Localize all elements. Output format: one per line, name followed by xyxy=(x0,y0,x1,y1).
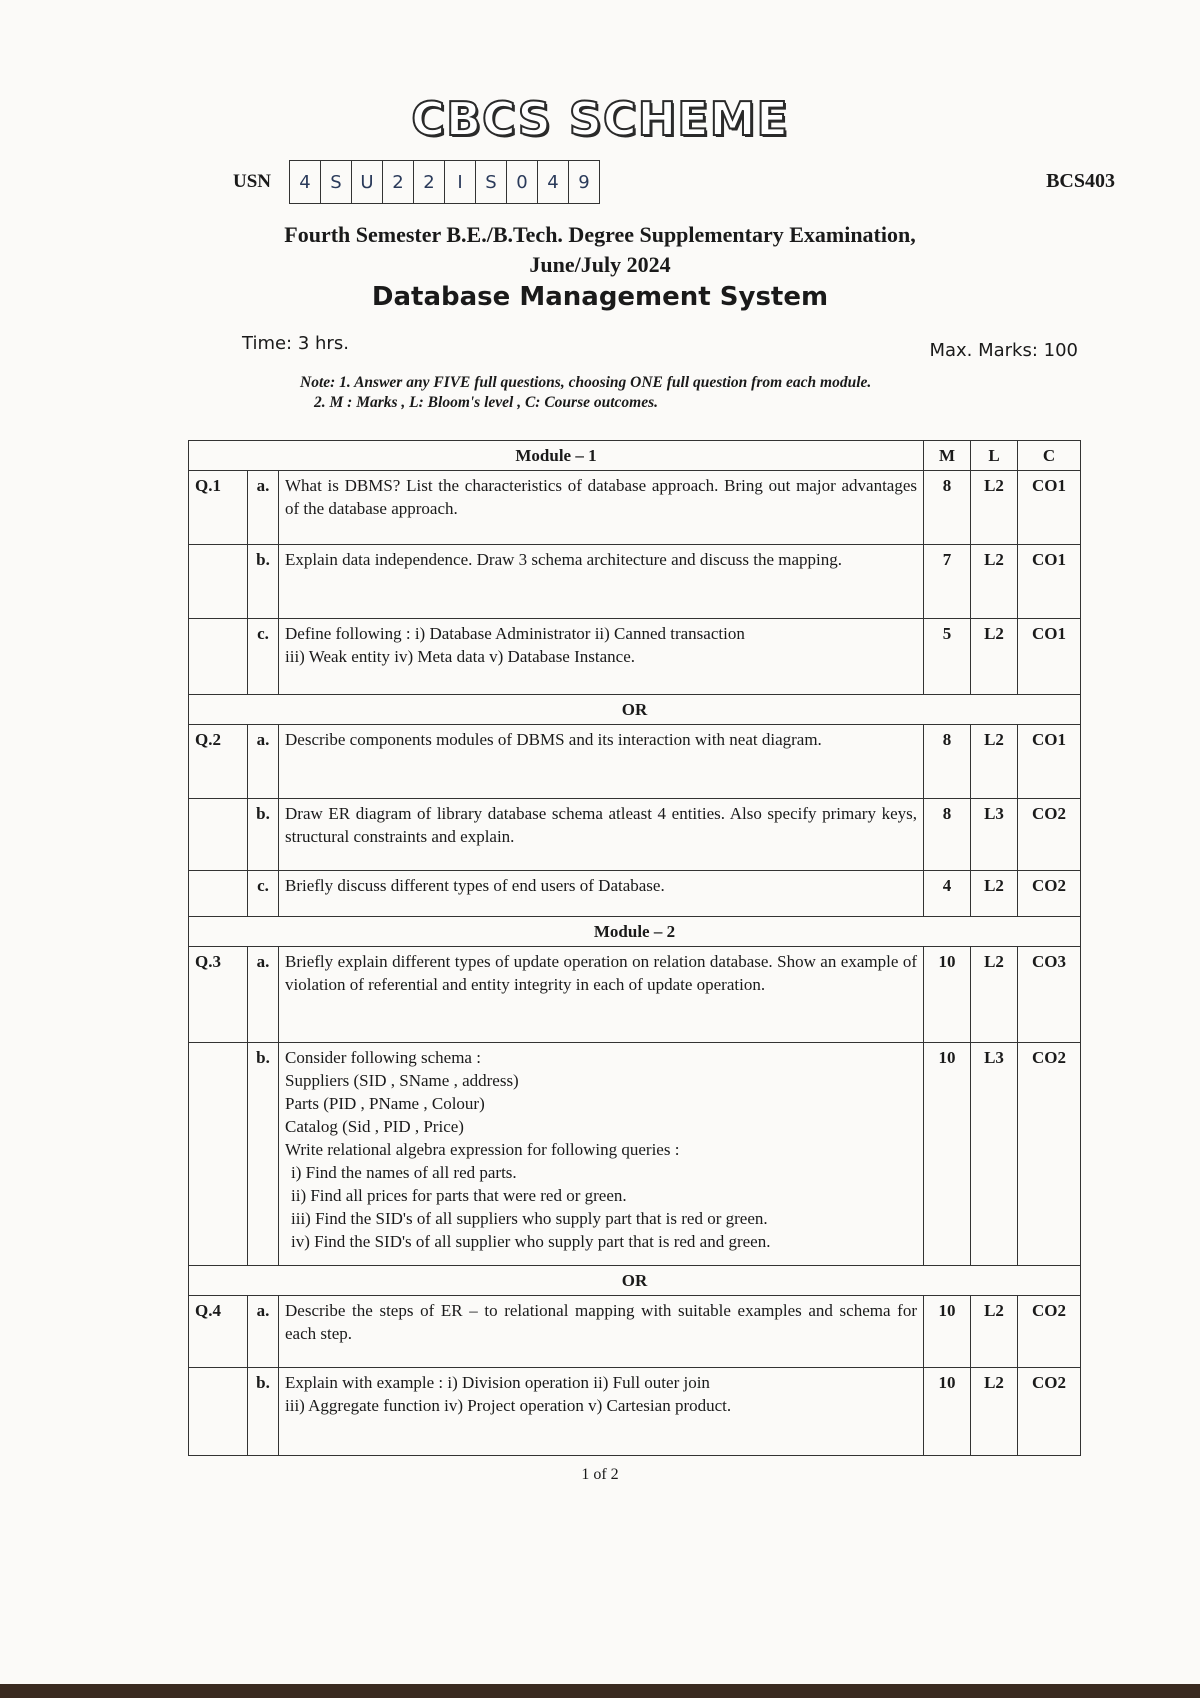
question-outcome: CO2 xyxy=(1018,1043,1081,1266)
question-text-line: iii) Weak entity iv) Meta data v) Database Instance. xyxy=(285,647,635,666)
question-part: a. xyxy=(248,471,279,545)
question-level: L2 xyxy=(971,471,1018,545)
query-item: iii) Find the SID's of all suppliers who supply part that is red or green. xyxy=(291,1209,768,1228)
col-level-heading: L xyxy=(971,441,1018,471)
subject-code: BCS403 xyxy=(1046,170,1115,192)
question-marks: 8 xyxy=(924,725,971,799)
query-item: iv) Find the SID's of all supplier who supply part that is red and green. xyxy=(291,1232,771,1251)
question-level: L2 xyxy=(971,545,1018,619)
usn-char: I xyxy=(445,161,476,203)
question-marks: 10 xyxy=(924,1368,971,1456)
question-outcome: CO1 xyxy=(1018,725,1081,799)
question-part: a. xyxy=(248,1296,279,1368)
usn-row xyxy=(233,160,600,204)
question-text: Briefly discuss different types of end users of Database. xyxy=(279,871,924,917)
schema-intro: Consider following schema : xyxy=(285,1048,481,1067)
question-part: b. xyxy=(248,545,279,619)
question-part: a. xyxy=(248,947,279,1043)
question-text: Describe components modules of DBMS and its interaction with neat diagram. xyxy=(279,725,924,799)
or-row xyxy=(189,1266,1081,1296)
usn-char: 4 xyxy=(538,161,569,203)
question-row xyxy=(189,725,1081,799)
or-row xyxy=(189,695,1081,725)
question-outcome: CO2 xyxy=(1018,1368,1081,1456)
question-outcome: CO3 xyxy=(1018,947,1081,1043)
question-row xyxy=(189,871,1081,917)
question-row xyxy=(189,1368,1081,1456)
question-number: Q.3 xyxy=(189,947,248,1043)
exam-title-line2: June/July 2024 xyxy=(529,252,671,277)
page-number: 1 of 2 xyxy=(581,1466,619,1483)
question-text xyxy=(279,619,924,695)
exam-title-line1: Fourth Semester B.E./B.Tech. Degree Supplementary Examination, xyxy=(284,222,916,247)
question-text-line: Explain with example : i) Division operation ii) Full outer join xyxy=(285,1373,710,1392)
question-part: b. xyxy=(248,1368,279,1456)
question-text xyxy=(279,1368,924,1456)
question-level: L2 xyxy=(971,725,1018,799)
module-2-heading: Module – 2 xyxy=(189,917,1081,947)
usn-label: USN xyxy=(233,171,272,192)
usn-boxes xyxy=(289,160,600,204)
question-part: c. xyxy=(248,871,279,917)
question-level: L3 xyxy=(971,799,1018,871)
question-outcome: CO1 xyxy=(1018,619,1081,695)
question-outcome: CO2 xyxy=(1018,799,1081,871)
query-item: ii) Find all prices for parts that were red or green. xyxy=(291,1186,627,1205)
exam-title xyxy=(0,220,1200,280)
note-line2: 2. M : Marks , L: Bloom's level , C: Course outcomes. xyxy=(314,394,659,411)
question-row xyxy=(189,1043,1081,1266)
col-outcome-heading: C xyxy=(1018,441,1081,471)
usn-char: 0 xyxy=(507,161,538,203)
usn-char: 4 xyxy=(290,161,321,203)
question-text-line: iii) Aggregate function iv) Project operation v) Cartesian product. xyxy=(285,1396,732,1415)
or-separator: OR xyxy=(189,1266,1081,1296)
question-text: Explain data independence. Draw 3 schema architecture and discuss the mapping. xyxy=(279,545,924,619)
question-part: b. xyxy=(248,799,279,871)
question-row xyxy=(189,619,1081,695)
instructions-note xyxy=(300,373,871,413)
question-part: c. xyxy=(248,619,279,695)
question-marks: 10 xyxy=(924,1296,971,1368)
question-table xyxy=(188,440,1081,1456)
schema-line: Suppliers (SID , SName , address) xyxy=(285,1071,519,1090)
usn-char: S xyxy=(476,161,507,203)
question-text: Draw ER diagram of library database schema atleast 4 entities. Also specify primary keys, structural constraints and explain. xyxy=(279,799,924,871)
question-level: L2 xyxy=(971,619,1018,695)
note-line1: Note: 1. Answer any FIVE full questions, choosing ONE full question from each module. xyxy=(300,374,872,391)
question-number: Q.2 xyxy=(189,725,248,799)
subject-title: Database Management System xyxy=(371,282,829,312)
module-header-row xyxy=(189,917,1081,947)
schema-line: Catalog (Sid , PID , Price) xyxy=(285,1117,464,1136)
question-level: L3 xyxy=(971,1043,1018,1266)
question-level: L2 xyxy=(971,871,1018,917)
module-header-row xyxy=(189,441,1081,471)
question-marks: 4 xyxy=(924,871,971,917)
usn-char: 9 xyxy=(578,171,590,193)
usn-char: U xyxy=(352,161,383,203)
query-item: i) Find the names of all red parts. xyxy=(291,1163,517,1182)
question-number: Q.1 xyxy=(189,471,248,545)
question-marks: 8 xyxy=(924,799,971,871)
usn-char: 2 xyxy=(383,161,414,203)
question-row xyxy=(189,471,1081,545)
usn-char: 2 xyxy=(414,161,445,203)
col-marks-heading: M xyxy=(924,441,971,471)
exam-time: Time: 3 hrs. xyxy=(242,333,349,354)
module-1-heading: Module – 1 xyxy=(189,441,924,471)
question-row xyxy=(189,799,1081,871)
question-text-line: Define following : i) Database Administrator ii) Canned transaction xyxy=(285,624,745,643)
question-part: b. xyxy=(248,1043,279,1266)
question-level: L2 xyxy=(971,1296,1018,1368)
question-marks: 10 xyxy=(924,1043,971,1266)
question-row xyxy=(189,947,1081,1043)
question-text: What is DBMS? List the characteristics of database approach. Bring out major advantages of the database approach. xyxy=(279,471,924,545)
question-outcome: CO2 xyxy=(1018,871,1081,917)
or-separator: OR xyxy=(189,695,1081,725)
scheme-heading: CBCS SCHEME xyxy=(411,92,789,146)
scan-edge xyxy=(0,1684,1200,1698)
question-text xyxy=(279,1043,924,1266)
schema-line: Parts (PID , PName , Colour) xyxy=(285,1094,485,1113)
question-outcome: CO1 xyxy=(1018,471,1081,545)
question-marks: 10 xyxy=(924,947,971,1043)
question-outcome: CO1 xyxy=(1018,545,1081,619)
question-marks: 5 xyxy=(924,619,971,695)
question-number: Q.4 xyxy=(189,1296,248,1368)
question-row xyxy=(189,1296,1081,1368)
question-marks: 7 xyxy=(924,545,971,619)
question-marks: 8 xyxy=(924,471,971,545)
question-part: a. xyxy=(248,725,279,799)
max-marks: Max. Marks: 100 xyxy=(929,340,1078,361)
question-outcome: CO2 xyxy=(1018,1296,1081,1368)
question-level: L2 xyxy=(971,1368,1018,1456)
query-instruction: Write relational algebra expression for following queries : xyxy=(285,1140,680,1159)
usn-char: S xyxy=(321,161,352,203)
question-text: Briefly explain different types of update operation on relation database. Show an example of violation of referential and entity integrity in each of update operation. xyxy=(279,947,924,1043)
question-row xyxy=(189,545,1081,619)
question-level: L2 xyxy=(971,947,1018,1043)
question-text: Describe the steps of ER – to relational mapping with suitable examples and schema for each step. xyxy=(279,1296,924,1368)
